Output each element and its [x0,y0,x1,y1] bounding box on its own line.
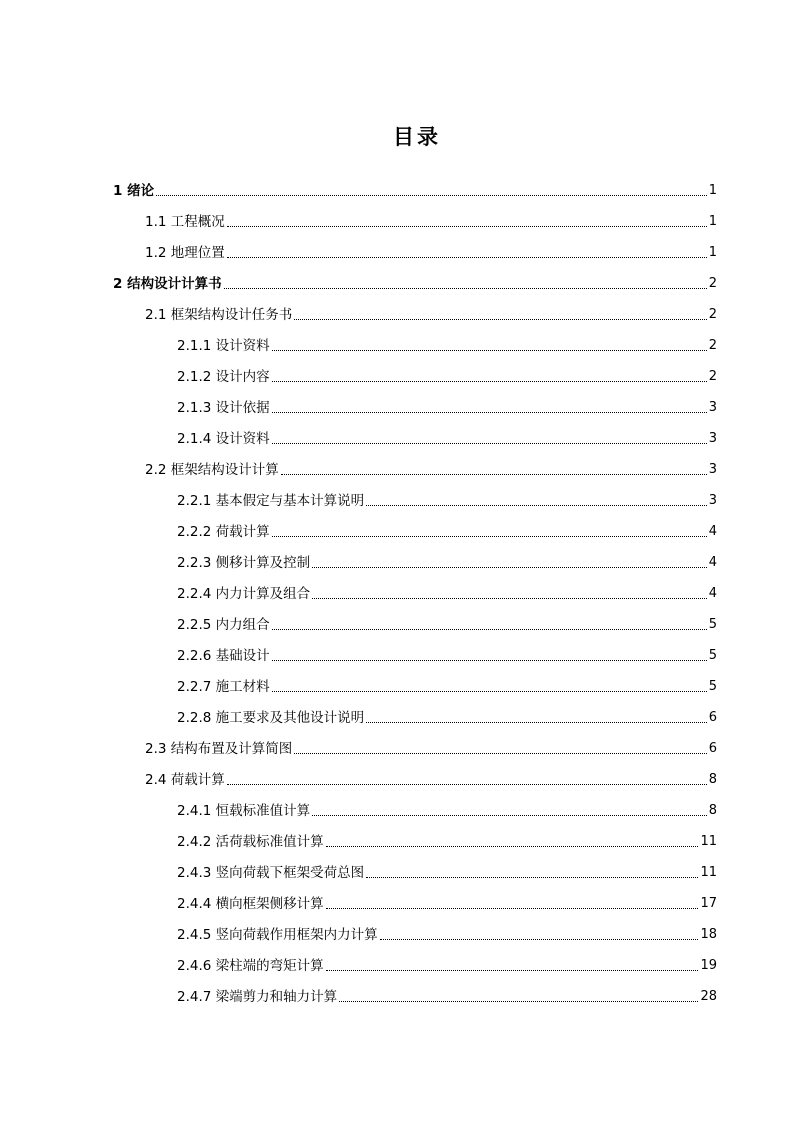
toc-entry-label: 2.2.1 基本假定与基本计算说明 [177,493,365,509]
toc-entry-page-number: 28 [700,989,717,1004]
toc-entry-page-number: 5 [708,648,717,663]
toc-entry-label: 2.2.2 荷载计算 [177,524,270,540]
toc-entry-page-number: 3 [708,493,717,508]
dot-leader [294,319,706,320]
toc-entry[interactable] [145,769,717,789]
toc-entry[interactable] [177,924,717,944]
toc-entry[interactable] [177,521,717,541]
toc-entry[interactable] [177,614,717,634]
dot-leader [272,412,707,413]
toc-entry-label: 2.1 框架结构设计任务书 [145,307,293,323]
dot-leader [227,257,707,258]
toc-entry-label: 2.4.2 活荷载标准值计算 [177,834,324,850]
toc-entry[interactable] [177,893,717,913]
toc-entry-page-number: 4 [708,524,717,539]
dot-leader [380,939,699,940]
toc-entry-page-number: 4 [708,586,717,601]
toc-entry-label: 2 结构设计计算书 [113,276,222,292]
toc-entry-page-number: 1 [708,214,717,229]
toc-entry[interactable] [145,459,717,479]
dot-leader [272,691,707,692]
toc-entry-label: 2.4.1 恒载标准值计算 [177,803,311,819]
toc-entry[interactable] [177,955,717,975]
toc-entry-label: 2.4 荷载计算 [145,772,225,788]
toc-entry-page-number: 3 [708,431,717,446]
toc-entry-page-number: 2 [708,338,717,353]
toc-entry-page-number: 5 [708,679,717,694]
toc-entry-page-number: 8 [708,803,717,818]
toc-entry-page-number: 11 [700,865,717,880]
toc-entry-page-number: 3 [708,400,717,415]
dot-leader [366,505,707,506]
dot-leader [156,195,707,196]
toc-entry-label: 2.4.7 梁端剪力和轴力计算 [177,989,338,1005]
dot-leader [272,660,707,661]
toc-entry[interactable] [113,273,717,293]
dot-leader [326,908,699,909]
dot-leader [272,443,707,444]
toc-entry[interactable] [113,180,717,200]
dot-leader [326,846,699,847]
toc-entry-page-number: 19 [700,958,717,973]
toc-entry-page-number: 5 [708,617,717,632]
toc-entry[interactable] [145,242,717,262]
toc-entry-label: 2.2.3 侧移计算及控制 [177,555,311,571]
toc-entry-page-number: 1 [708,183,717,198]
toc-entry-label: 2.2.4 内力计算及组合 [177,586,311,602]
toc-entry-label: 1.1 工程概况 [145,214,225,230]
toc-entry-page-number: 1 [708,245,717,260]
toc-entry[interactable] [177,583,717,603]
toc-entry-page-number: 18 [700,927,717,942]
toc-entry[interactable] [177,335,717,355]
dot-leader [227,226,707,227]
toc-entry-label: 2.2.6 基础设计 [177,648,270,664]
toc-entry[interactable] [177,552,717,572]
dot-leader [366,877,698,878]
toc-entry[interactable] [177,707,717,727]
dot-leader [366,722,707,723]
toc-entry[interactable] [177,800,717,820]
toc-entry[interactable] [177,986,717,1006]
toc-entry[interactable] [145,738,717,758]
dot-leader [312,815,707,816]
toc-entry-page-number: 4 [708,555,717,570]
toc-entry[interactable] [177,490,717,510]
toc-entry-label: 1 绪论 [113,183,155,199]
toc-entry-page-number: 3 [708,462,717,477]
toc-entry-label: 2.1.3 设计依据 [177,400,270,416]
dot-leader [272,629,707,630]
toc-entry[interactable] [177,676,717,696]
dot-leader [227,784,707,785]
dot-leader [294,753,706,754]
toc-entry-label: 2.2.5 内力组合 [177,617,270,633]
toc-entry-label: 2.4.5 竖向荷载作用框架内力计算 [177,927,378,943]
toc-entry-label: 2.2.8 施工要求及其他设计说明 [177,710,365,726]
toc-entry-label: 2.4.4 横向框架侧移计算 [177,896,324,912]
dot-leader [339,1001,698,1002]
toc-entry-label: 1.2 地理位置 [145,245,225,261]
toc-entry[interactable] [177,397,717,417]
toc-entry-label: 2.2.7 施工材料 [177,679,270,695]
toc-entry[interactable] [177,862,717,882]
toc-entry-label: 2.2 框架结构设计计算 [145,462,279,478]
dot-leader [312,598,707,599]
dot-leader [272,536,707,537]
toc-entry[interactable] [177,645,717,665]
dot-leader [224,288,707,289]
toc-entry[interactable] [145,211,717,231]
toc-entry-page-number: 17 [700,896,717,911]
toc-entry-label: 2.1.1 设计资料 [177,338,270,354]
toc-entry-label: 2.1.2 设计内容 [177,369,270,385]
toc-entry-page-number: 6 [708,741,717,756]
toc-entry-page-number: 11 [700,834,717,849]
dot-leader [272,350,707,351]
toc-entry-page-number: 8 [708,772,717,787]
toc-entry[interactable] [177,366,717,386]
toc-entry-page-number: 2 [708,307,717,322]
dot-leader [272,381,707,382]
toc-entry[interactable] [177,831,717,851]
toc-entry-label: 2.1.4 设计资料 [177,431,270,447]
toc-entry[interactable] [145,304,717,324]
dot-leader [312,567,707,568]
toc-entry-label: 2.4.3 竖向荷载下框架受荷总图 [177,865,365,881]
toc-entry-label: 2.3 结构布置及计算简图 [145,741,293,757]
toc-entry-label: 2.4.6 梁柱端的弯矩计算 [177,958,324,974]
toc-entry[interactable] [177,428,717,448]
dot-leader [326,970,699,971]
toc-title: 目录 [393,125,441,149]
dot-leader [281,474,707,475]
toc-entry-page-number: 6 [708,710,717,725]
toc-entry-page-number: 2 [708,369,717,384]
toc-entry-page-number: 2 [708,276,717,291]
